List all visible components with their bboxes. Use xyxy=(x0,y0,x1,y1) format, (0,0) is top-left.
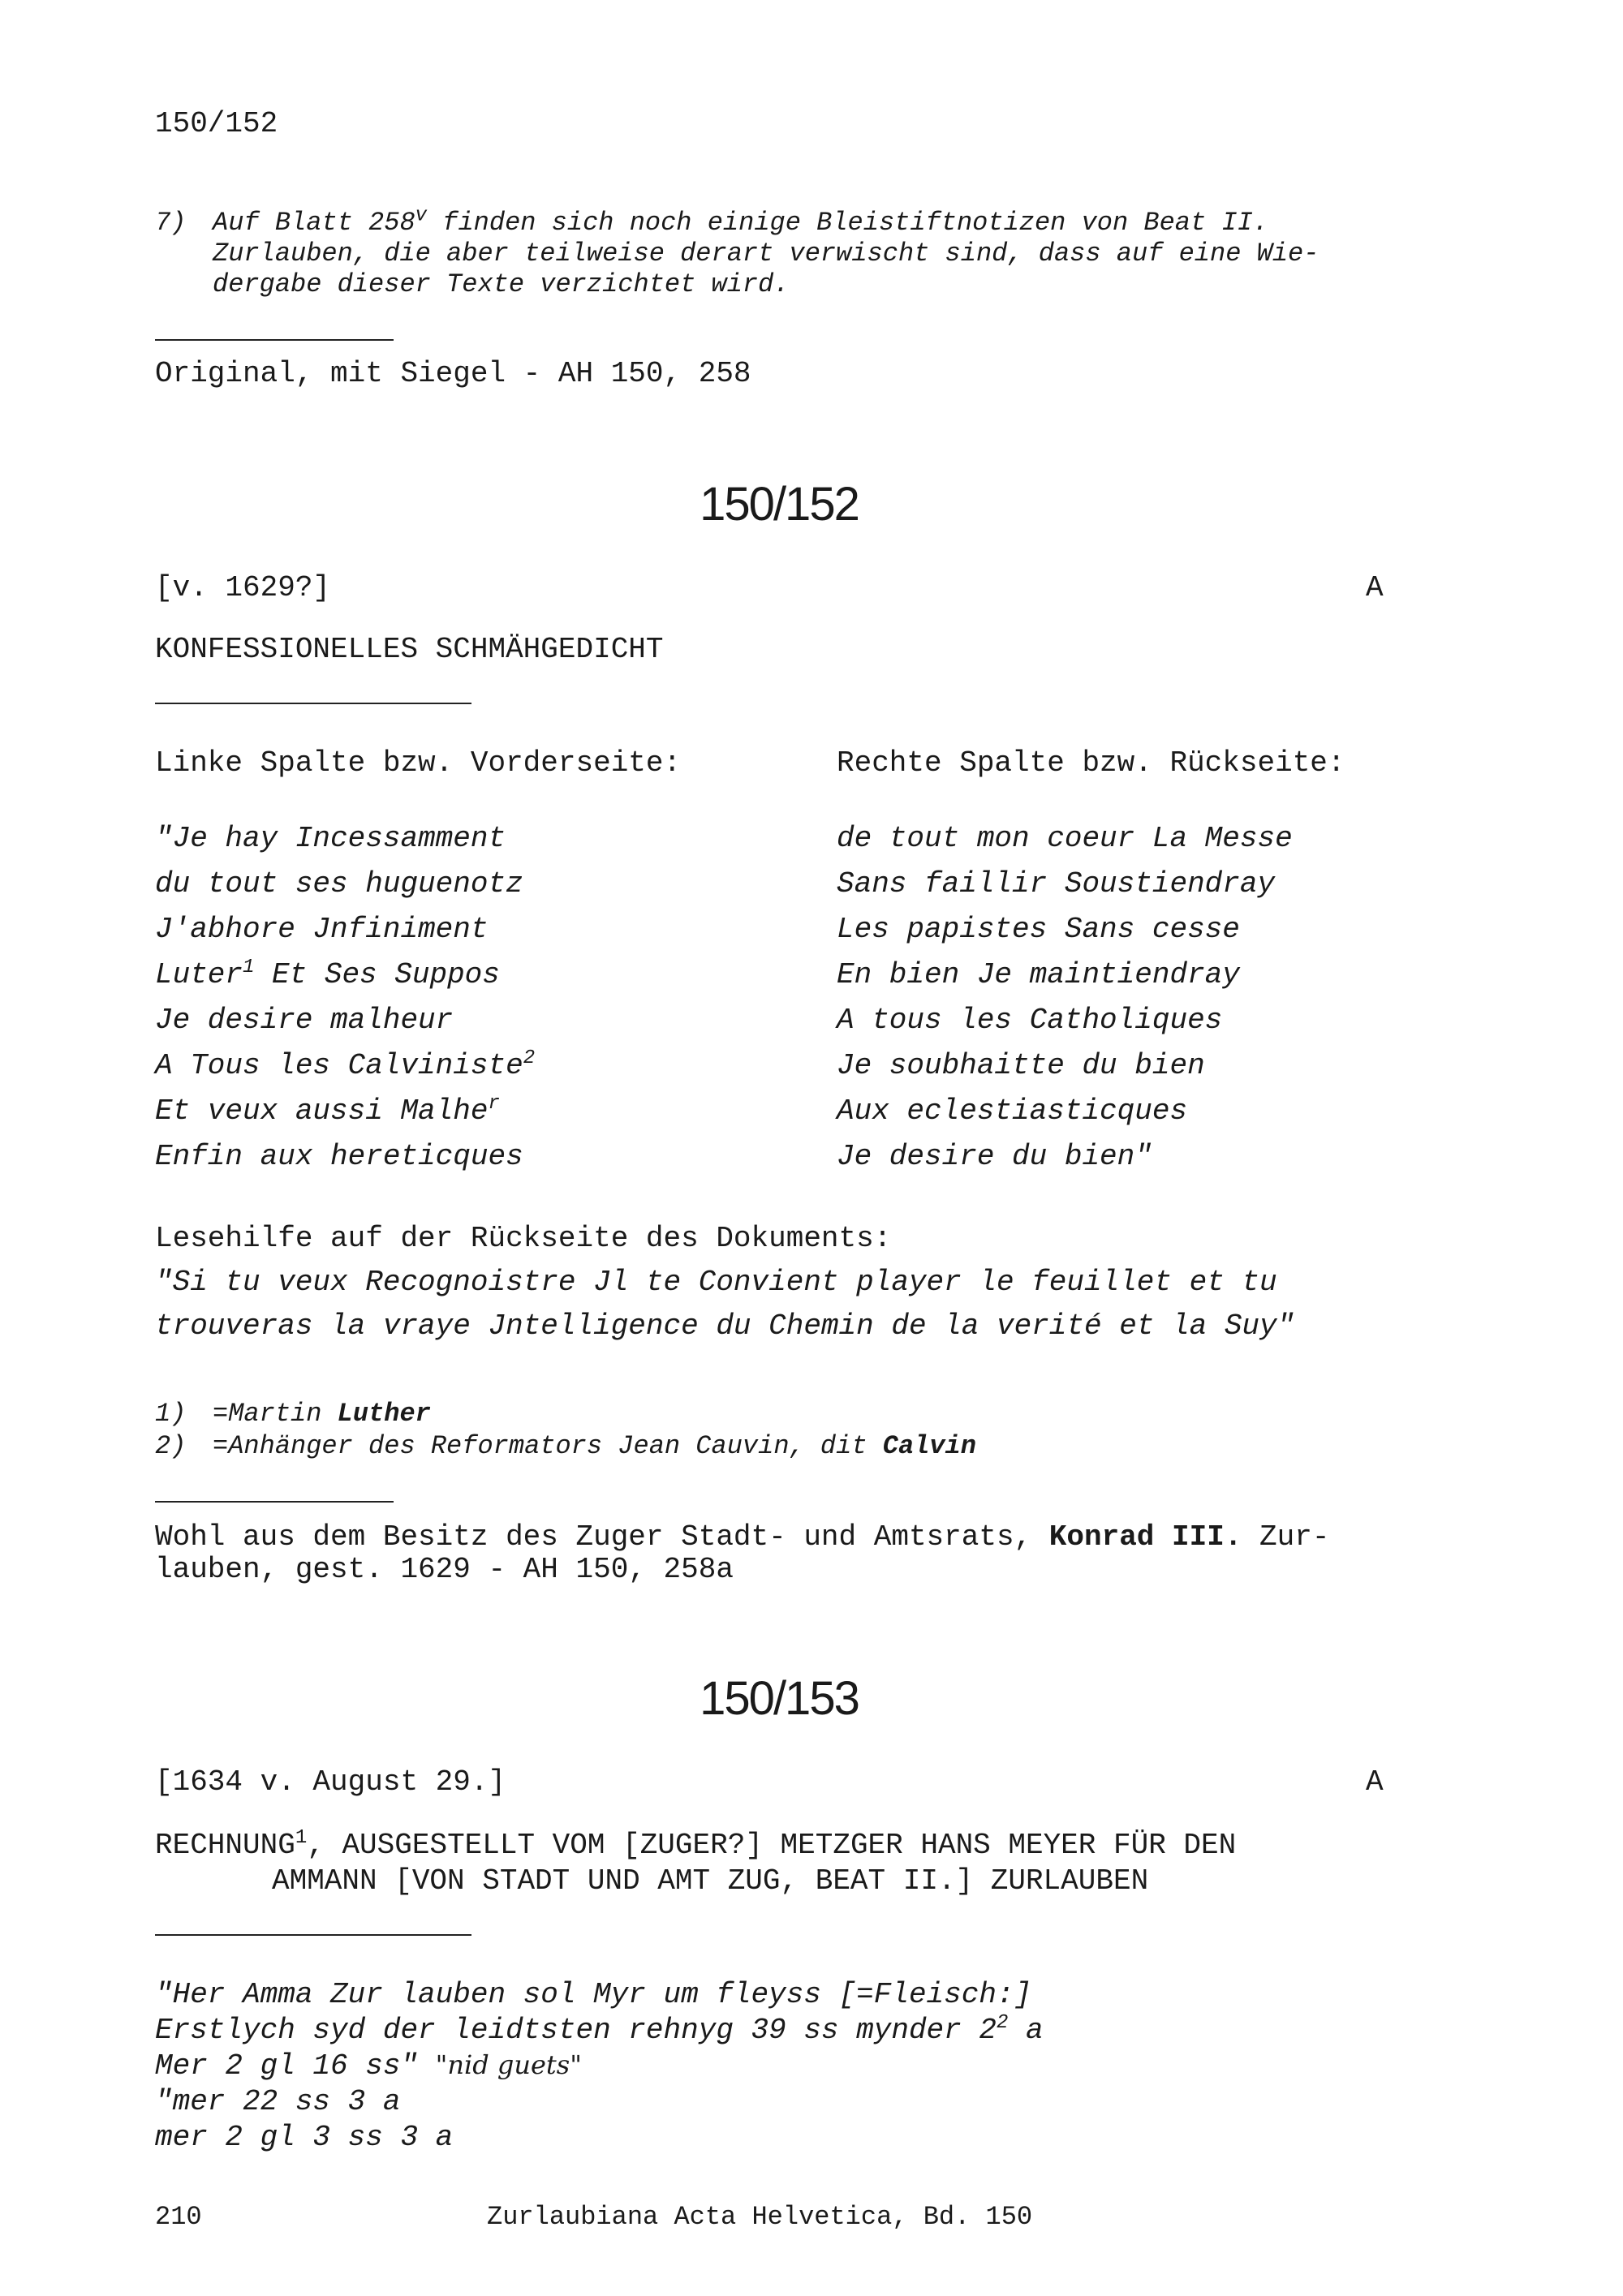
poem-left-column xyxy=(155,822,535,1185)
invoice-line1: "Her Amma Zur lauben sol Myr um fleyss [=Fleisch:] xyxy=(155,1978,1032,2011)
poem-right-column xyxy=(837,822,1293,1185)
footnote-7-line3: dergabe dieser Texte verzichtet wird. xyxy=(213,269,790,299)
poem-left-line: J'abhore Jnfiniment xyxy=(155,913,489,946)
footer-publication: Zurlaubiana Acta Helvetica, Bd. 150 xyxy=(487,2202,1033,2232)
entry-153-date: [1634 v. August 29.] xyxy=(155,1765,506,1799)
poem-left-line: A Tous les Calviniste$^2$ xyxy=(155,1047,536,1082)
invoice-line5: mer 2 gl 3 ss 3 a xyxy=(155,2121,454,2154)
footnote-2-marker: 2) xyxy=(155,1431,187,1461)
invoice-line4: "mer 22 ss 3 a xyxy=(155,2085,401,2118)
entry-number-152: 150/152 xyxy=(700,478,859,531)
entry-152-title: KONFESSIONELLES SCHMÄHGEDICHT xyxy=(155,633,664,666)
footer-page-number: 210 xyxy=(155,2202,202,2232)
invoice-line3: Mer 2 gl 16 ss" "nid guets" xyxy=(155,2049,582,2083)
left-column-header: Linke Spalte bzw. Vorderseite: xyxy=(155,746,682,780)
footnote-7-marker: 7) xyxy=(155,208,187,238)
lesehilfe-line2: trouveras la vraye Jntelligence du Chemin de la verité et la Suy" xyxy=(155,1309,1295,1343)
footnote-1-marker: 1) xyxy=(155,1399,187,1429)
lesehilfe-line1: "Si tu veux Recognoistre Jl te Convient player le feuillet et tu xyxy=(155,1266,1277,1299)
poem-left-line: "Je hay Incessamment xyxy=(155,822,506,855)
title-divider xyxy=(155,703,471,704)
poem-right-line: Je soubhaitte du bien xyxy=(837,1049,1205,1082)
poem-left-line: du tout ses huguenotz xyxy=(155,867,523,901)
source-divider xyxy=(155,339,394,341)
lesehilfe-label: Lesehilfe auf der Rückseite des Dokuments: xyxy=(155,1222,892,1255)
entry-number-153: 150/153 xyxy=(700,1672,859,1725)
entry-153-grade: A xyxy=(1366,1765,1384,1799)
footnote-2-text: =Anhänger des Reformators Jean Cauvin, dit Calvin xyxy=(213,1431,976,1461)
poem-right-line: Sans faillir Soustiendray xyxy=(837,867,1276,901)
entry-152-source-line2: lauben, gest. 1629 - AH 150, 258a xyxy=(155,1553,734,1586)
source-line-prev: Original, mit Siegel - AH 150, 258 xyxy=(155,357,751,390)
poem-left-line: Je desire malheur xyxy=(155,1004,454,1037)
poem-left-line: Enfin aux hereticques xyxy=(155,1140,523,1173)
entry-152-source-line1: Wohl aus dem Besitz des Zuger Stadt- und Amtsrats, Konrad III. Zur- xyxy=(155,1520,1330,1554)
poem-right-line: de tout mon coeur La Messe xyxy=(837,822,1293,855)
footnote-1-text: =Martin Luther xyxy=(213,1399,431,1429)
footnote-7-line2: Zurlauben, die aber teilweise derart verwischt sind, dass auf eine Wie- xyxy=(213,239,1319,269)
poem-right-line: A tous les Catholiques xyxy=(837,1004,1223,1037)
title-divider xyxy=(155,1934,471,1936)
running-header: 150/152 xyxy=(155,107,278,140)
entry-152-grade: A xyxy=(1366,571,1384,604)
poem-left-line: Luter$^1$ Et Ses Suppos xyxy=(155,957,500,991)
footnote-7-line1: Auf Blatt 258$^v$ finden sich noch einige Bleistiftnotizen von Beat II. xyxy=(213,204,1269,238)
invoice-line2: Erstlych syd der leidtsten rehnyg 39 ss mynder $2^2$ a xyxy=(155,2012,1044,2047)
entry-152-date: [v. 1629?] xyxy=(155,571,331,604)
poem-right-line: Aux eclestiasticques xyxy=(837,1094,1188,1128)
poem-right-line: Je desire du bien" xyxy=(837,1140,1152,1173)
entry-153-title-line1: RECHNUNG$^1$, AUSGESTELLT VOM [ZUGER?] METZGER HANS MEYER FÜR DEN xyxy=(155,1827,1237,1862)
poem-right-line: En bien Je maintiendray xyxy=(837,958,1240,991)
handwritten-note: "nid guets" xyxy=(435,2049,582,2080)
entry-153-title-line2: AMMANN [VON STADT UND AMT ZUG, BEAT II.] ZURLAUBEN xyxy=(272,1864,1149,1898)
right-column-header: Rechte Spalte bzw. Rückseite: xyxy=(837,746,1345,780)
poem-left-line: Et veux aussi Malhe$^r$ xyxy=(155,1093,500,1128)
poem-right-line: Les papistes Sans cesse xyxy=(837,913,1240,946)
source-divider xyxy=(155,1501,394,1503)
